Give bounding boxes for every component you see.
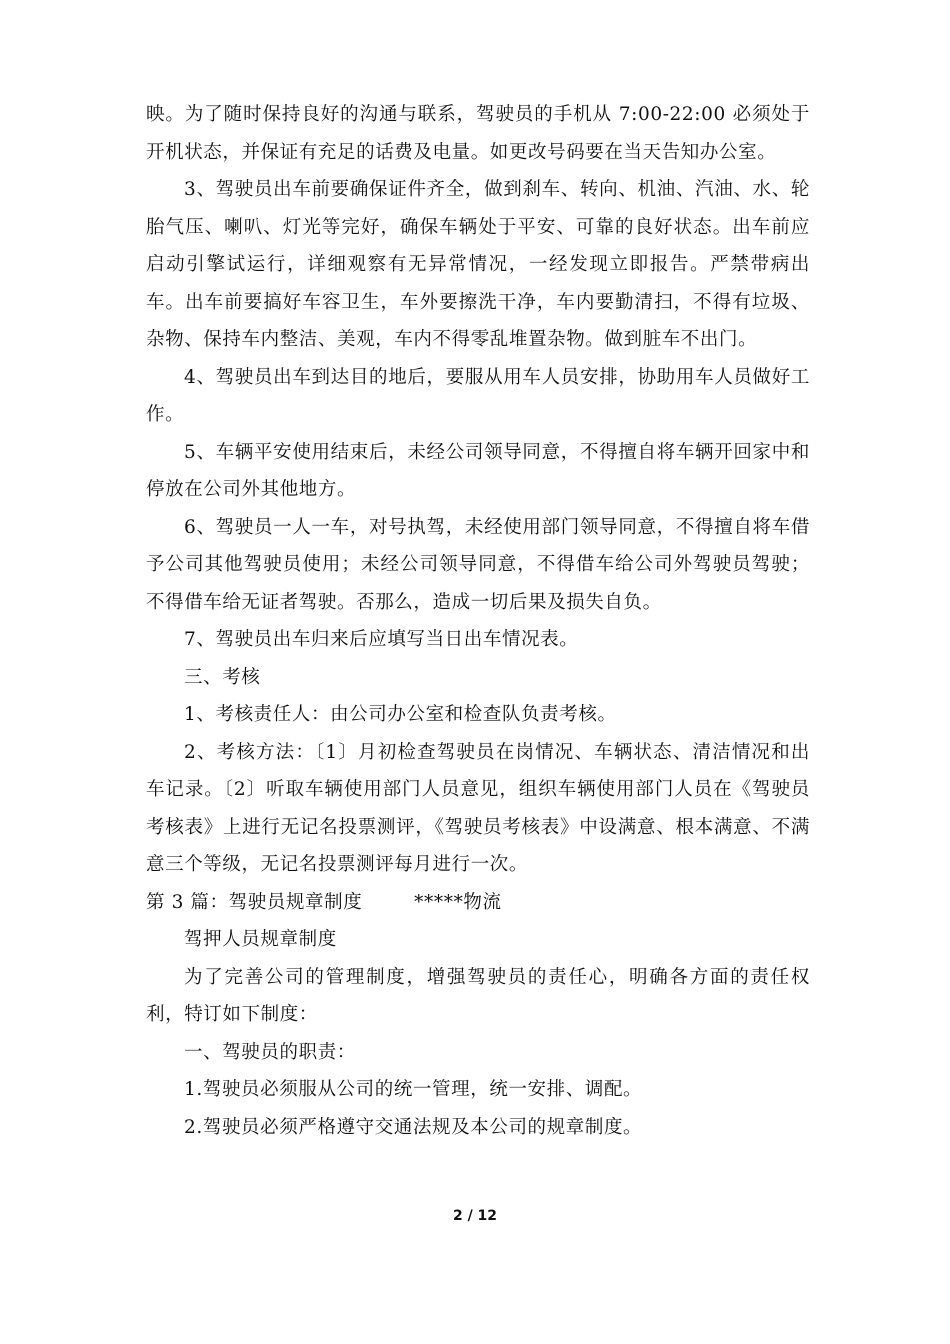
section-assessment-heading: 三、考核	[184, 666, 261, 688]
page-number: 2 / 12	[452, 1208, 498, 1224]
paragraph-assessment-owner: 1、考核责任人：由公司办公室和检查队负责考核。	[184, 704, 617, 725]
paragraph-arrival-duty: 4、驾驶员出车到达目的地后，要服从用车人员安排，协助用车人员做好工作。	[146, 366, 810, 425]
paragraph-trip-report: 7、驾驶员出车归来后应填写当日出车情况表。	[184, 629, 579, 650]
list-item-duty-1: 1.驾驶员必须服从公司的统一管理，统一安排、调配。	[184, 1079, 643, 1100]
list-item-duty-2: 2.驾驶员必须严格遵守交通法规及本公司的规章制度。	[184, 1116, 643, 1138]
paragraph-phone-policy: 映。为了随时保持良好的沟通与联系，驾驶员的手机从 7:00-22:00 必须处于开机状态，并保证有充足的话费及电量。如更改号码要在当天告知办公室。	[146, 104, 810, 163]
document-body	[146, 96, 810, 1146]
paragraph-assessment-method: 2、考核方法：〔1〕月初检查驾驶员在岗情况、车辆状态、清洁情况和出车记录。〔2〕听取车辆使用部门人员意见，组织车辆使用部门人员在《驾驶员考核表》上进行无记名投票测评，《驾驶员考核表》中设满意、根本满意、不满意三个等级，无记名投票测评每月进行一次。	[146, 741, 810, 875]
subtitle-escort-rules: 驾押人员规章制度	[184, 929, 337, 950]
chapter-heading: 第 3 篇：驾驶员规章制度 *****物流	[146, 891, 502, 913]
paragraph-purpose: 为了完善公司的管理制度，增强驾驶员的责任心，明确各方面的责任权利，特订如下制度：	[146, 966, 810, 1025]
paragraph-one-driver-one-car: 6、驾驶员一人一车，对号执驾，未经使用部门领导同意，不得擅自将车借予公司其他驾驶员使用；未经公司领导同意，不得借车给公司外驾驶员驾驶；不得借车给无证者驾驶。否那么，造成一切后果及损失自负。	[146, 516, 810, 613]
paragraph-pre-departure-check: 3、驾驶员出车前要确保证件齐全，做到刹车、转向、机油、汽油、水、轮胎气压、喇叭、灯光等完好，确保车辆处于平安、可靠的良好状态。出车前应启动引擎试运行，详细观察有无异常情况，一经发现立即报告。严禁带病出车。出车前要搞好车容卫生，车外要擦洗干净，车内要勤清扫，不得有垃圾、杂物、保持车内整洁、美观，车内不得零乱堆置杂物。做到脏车不出门。	[146, 179, 810, 350]
section-driver-duties-heading: 一、驾驶员的职责：	[184, 1041, 356, 1063]
paragraph-vehicle-return: 5、车辆平安使用结束后，未经公司领导同意，不得擅自将车辆开回家中和停放在公司外其他地方。	[146, 441, 810, 500]
